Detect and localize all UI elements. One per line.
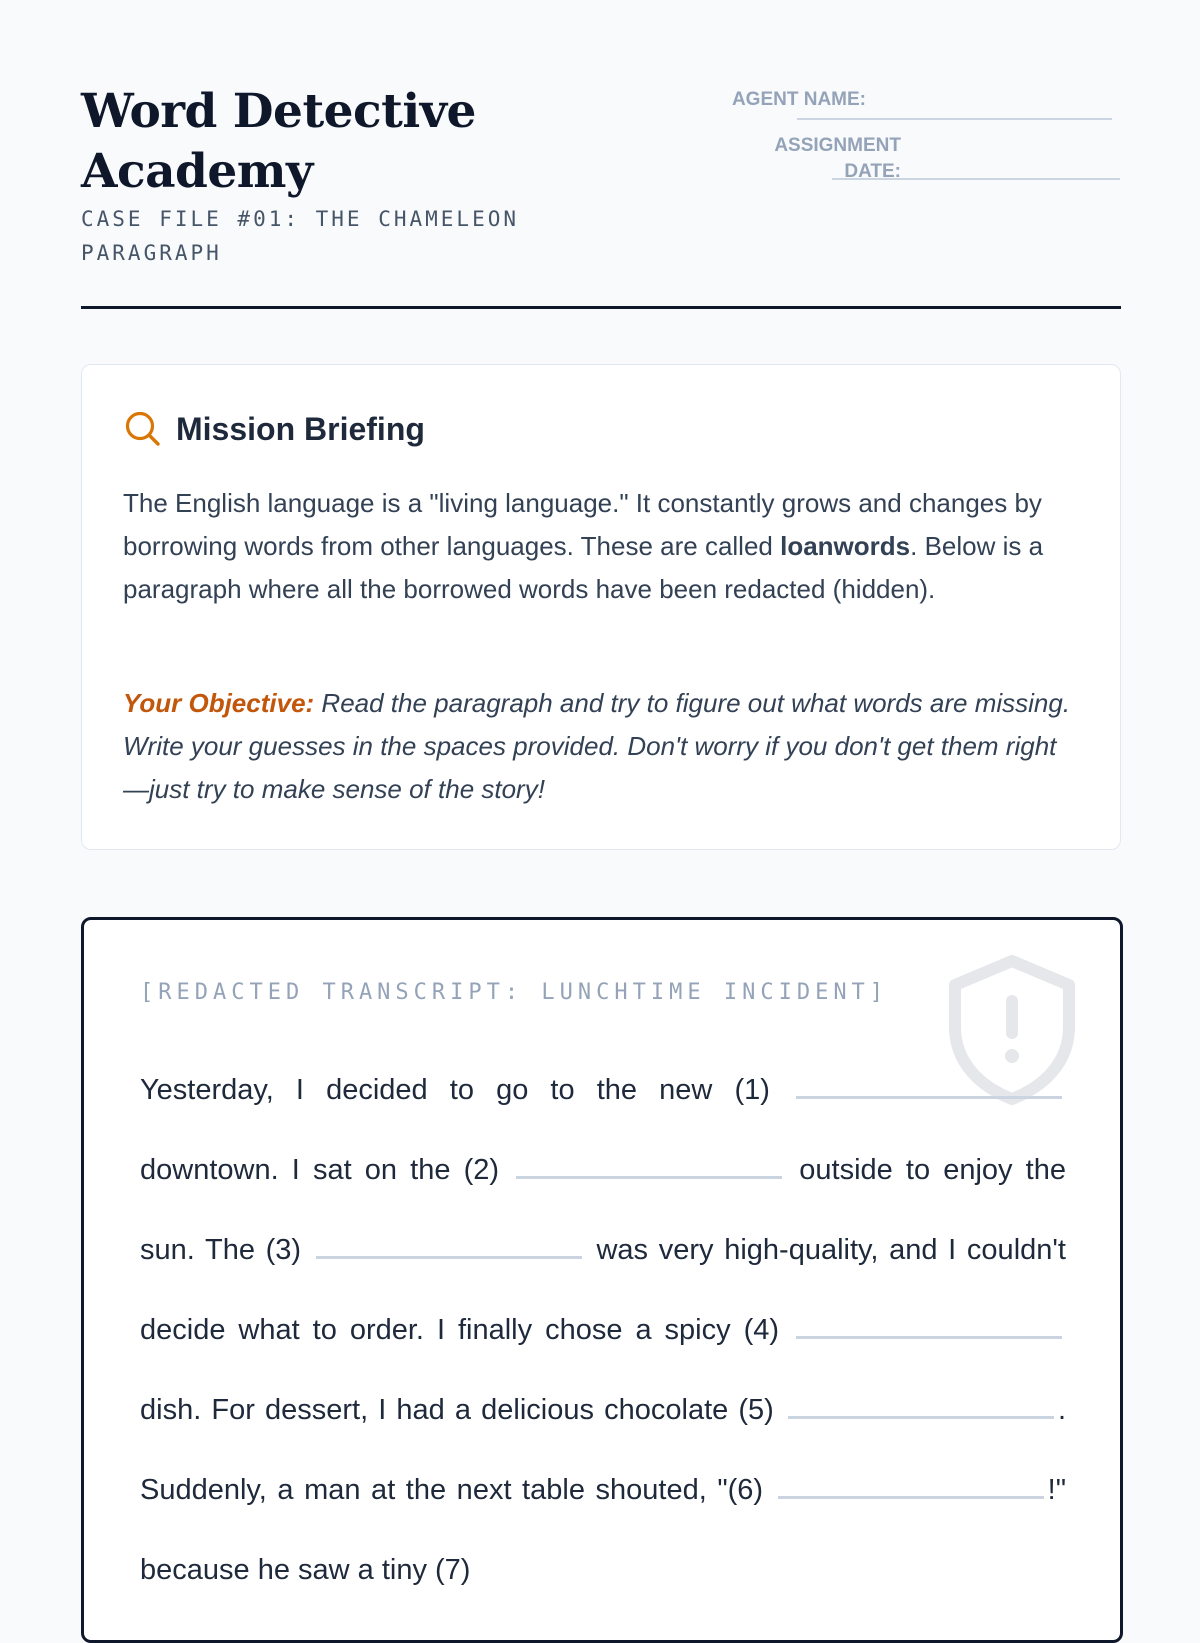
briefing-title: Mission Briefing (176, 410, 425, 447)
objective-paragraph (123, 682, 1073, 811)
briefing-heading (124, 409, 425, 449)
worksheet-header (81, 0, 1121, 310)
story-text-5: dish. For dessert, I had a delicious chocolate (5) (140, 1394, 784, 1426)
story-text-7: !" because he saw a tiny (7) (140, 1474, 1066, 1586)
mission-briefing-card (81, 364, 1121, 850)
transcript-title: [REDACTED TRANSCRIPT: LUNCHTIME INCIDENT] (140, 980, 889, 1005)
briefing-text-before: The English language is a "living language." It constantly grows and changes by borrowing words from other languages. These are called (123, 488, 1042, 561)
assignment-date-field[interactable] (832, 178, 1120, 180)
blank-6[interactable] (778, 1496, 1044, 1499)
story-text-2: downtown. I sat on the (2) (140, 1154, 513, 1186)
assignment-label-line1: ASSIGNMENT (774, 135, 901, 156)
agent-name-label: AGENT NAME: (731, 89, 866, 110)
briefing-keyword: loanwords (780, 531, 911, 561)
transcript-story (140, 1050, 1066, 1610)
blank-1[interactable] (796, 1096, 1062, 1099)
blank-3[interactable] (316, 1256, 582, 1259)
story-text-1: Yesterday, I decided to go to the new (1) (140, 1074, 792, 1106)
blank-4[interactable] (796, 1336, 1062, 1339)
blank-5[interactable] (788, 1416, 1054, 1419)
objective-label: Your Objective: (123, 688, 315, 718)
page-title: Word Detective Academy (81, 84, 476, 199)
story-text-6: . Suddenly, a man at the next table shouted, "(6) (140, 1394, 1066, 1506)
assignment-label-line2: DATE: (844, 161, 901, 182)
blank-2[interactable] (516, 1176, 782, 1179)
header-divider (81, 306, 1121, 309)
search-icon (124, 410, 162, 448)
objective-text: Read the paragraph and try to figure out what words are missing. Write your guesses in the spaces provided. Don't worry if you don't get them right—just try to make sense of the story! (123, 688, 1071, 804)
redacted-transcript-card (81, 917, 1123, 1643)
agent-name-field[interactable] (797, 118, 1112, 120)
briefing-paragraph (123, 482, 1073, 611)
case-file-subtitle: CASE FILE #01: THE CHAMELEON PARAGRAPH (81, 207, 520, 265)
briefing-text-after: . Below is a paragraph where all the borrowed words have been redacted (hidden). (123, 531, 1044, 604)
story-text-4: was very high-quality, and I couldn't decide what to order. I finally chose a spicy (4) (140, 1234, 1066, 1346)
story-text-3: outside to enjoy the sun. The (3) (140, 1154, 1066, 1266)
